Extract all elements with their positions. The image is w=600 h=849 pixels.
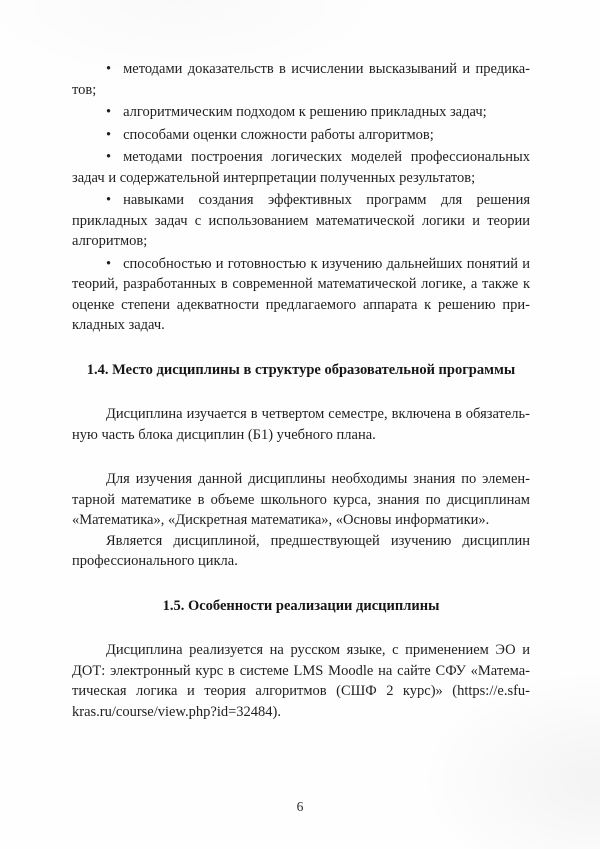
bullet-item <box>72 190 530 252</box>
bullet-icon: • <box>106 61 112 77</box>
bullet-item <box>72 125 530 146</box>
paragraph: Дисциплина изучается в четвертом семестре, включена в обязательную часть блока дисциплин (Б1) учебного плана. <box>72 406 530 443</box>
bullet-icon: • <box>106 104 112 120</box>
bullet-icon: • <box>106 255 112 272</box>
page-number: 6 <box>296 799 304 814</box>
section-heading-1-4: 1.4. Место дисциплины в структуре образовательной программы <box>86 361 516 378</box>
bullet-text: способами оценки сложности работы алгоритмов; <box>123 126 434 143</box>
bullet-text: навыками создания эффективных программ для решения прикладных задач с использованием математической логики и теории алгоритмов; <box>72 192 530 249</box>
paragraph: Для изучения данной дисциплины необходимы знания по элементарной математике в объеме школьного курса, знания по дисциплинам «Математика», «Дискретная математика», «Основы информатики». <box>72 471 530 528</box>
bullet-item <box>72 102 530 123</box>
document-content <box>72 57 530 722</box>
bullet-text: алгоритмическим подходом к решению прикладных задач; <box>123 104 487 120</box>
bullet-item <box>72 254 530 336</box>
section-heading-1-5: 1.5. Особенности реализации дисциплины <box>162 597 440 614</box>
bullet-text: способностью и готовностью к изучению дальнейших понятий и теорий, разработанных в современной математической логике, а также к оценке степени адекватности предлагаемого аппарата к решению прикладных задач. <box>72 255 530 333</box>
bullet-text: методами доказательств в исчислении высказываний и предикатов; <box>72 61 530 98</box>
bullet-icon: • <box>106 126 112 143</box>
bullet-item <box>72 147 530 188</box>
bullet-item <box>72 59 530 100</box>
bullet-icon: • <box>106 192 112 208</box>
paragraph: Дисциплина реализуется на русском языке, с применением ЭО и ДОТ: электронный курс в системе LMS Moodle на сайте СФУ «Математическая логика и теория алгоритмов (СШФ 2 курс)» (https://e.sfu-kras.ru/course/view.php?id=32484). <box>72 642 530 720</box>
bullet-text: методами построения логических моделей профессиональных задач и содержательной интерпретации полученных результатов; <box>72 149 530 186</box>
bullet-icon: • <box>106 149 112 165</box>
paragraph: Является дисциплиной, предшествующей изучению дисциплин профессионального цикла. <box>72 532 530 569</box>
